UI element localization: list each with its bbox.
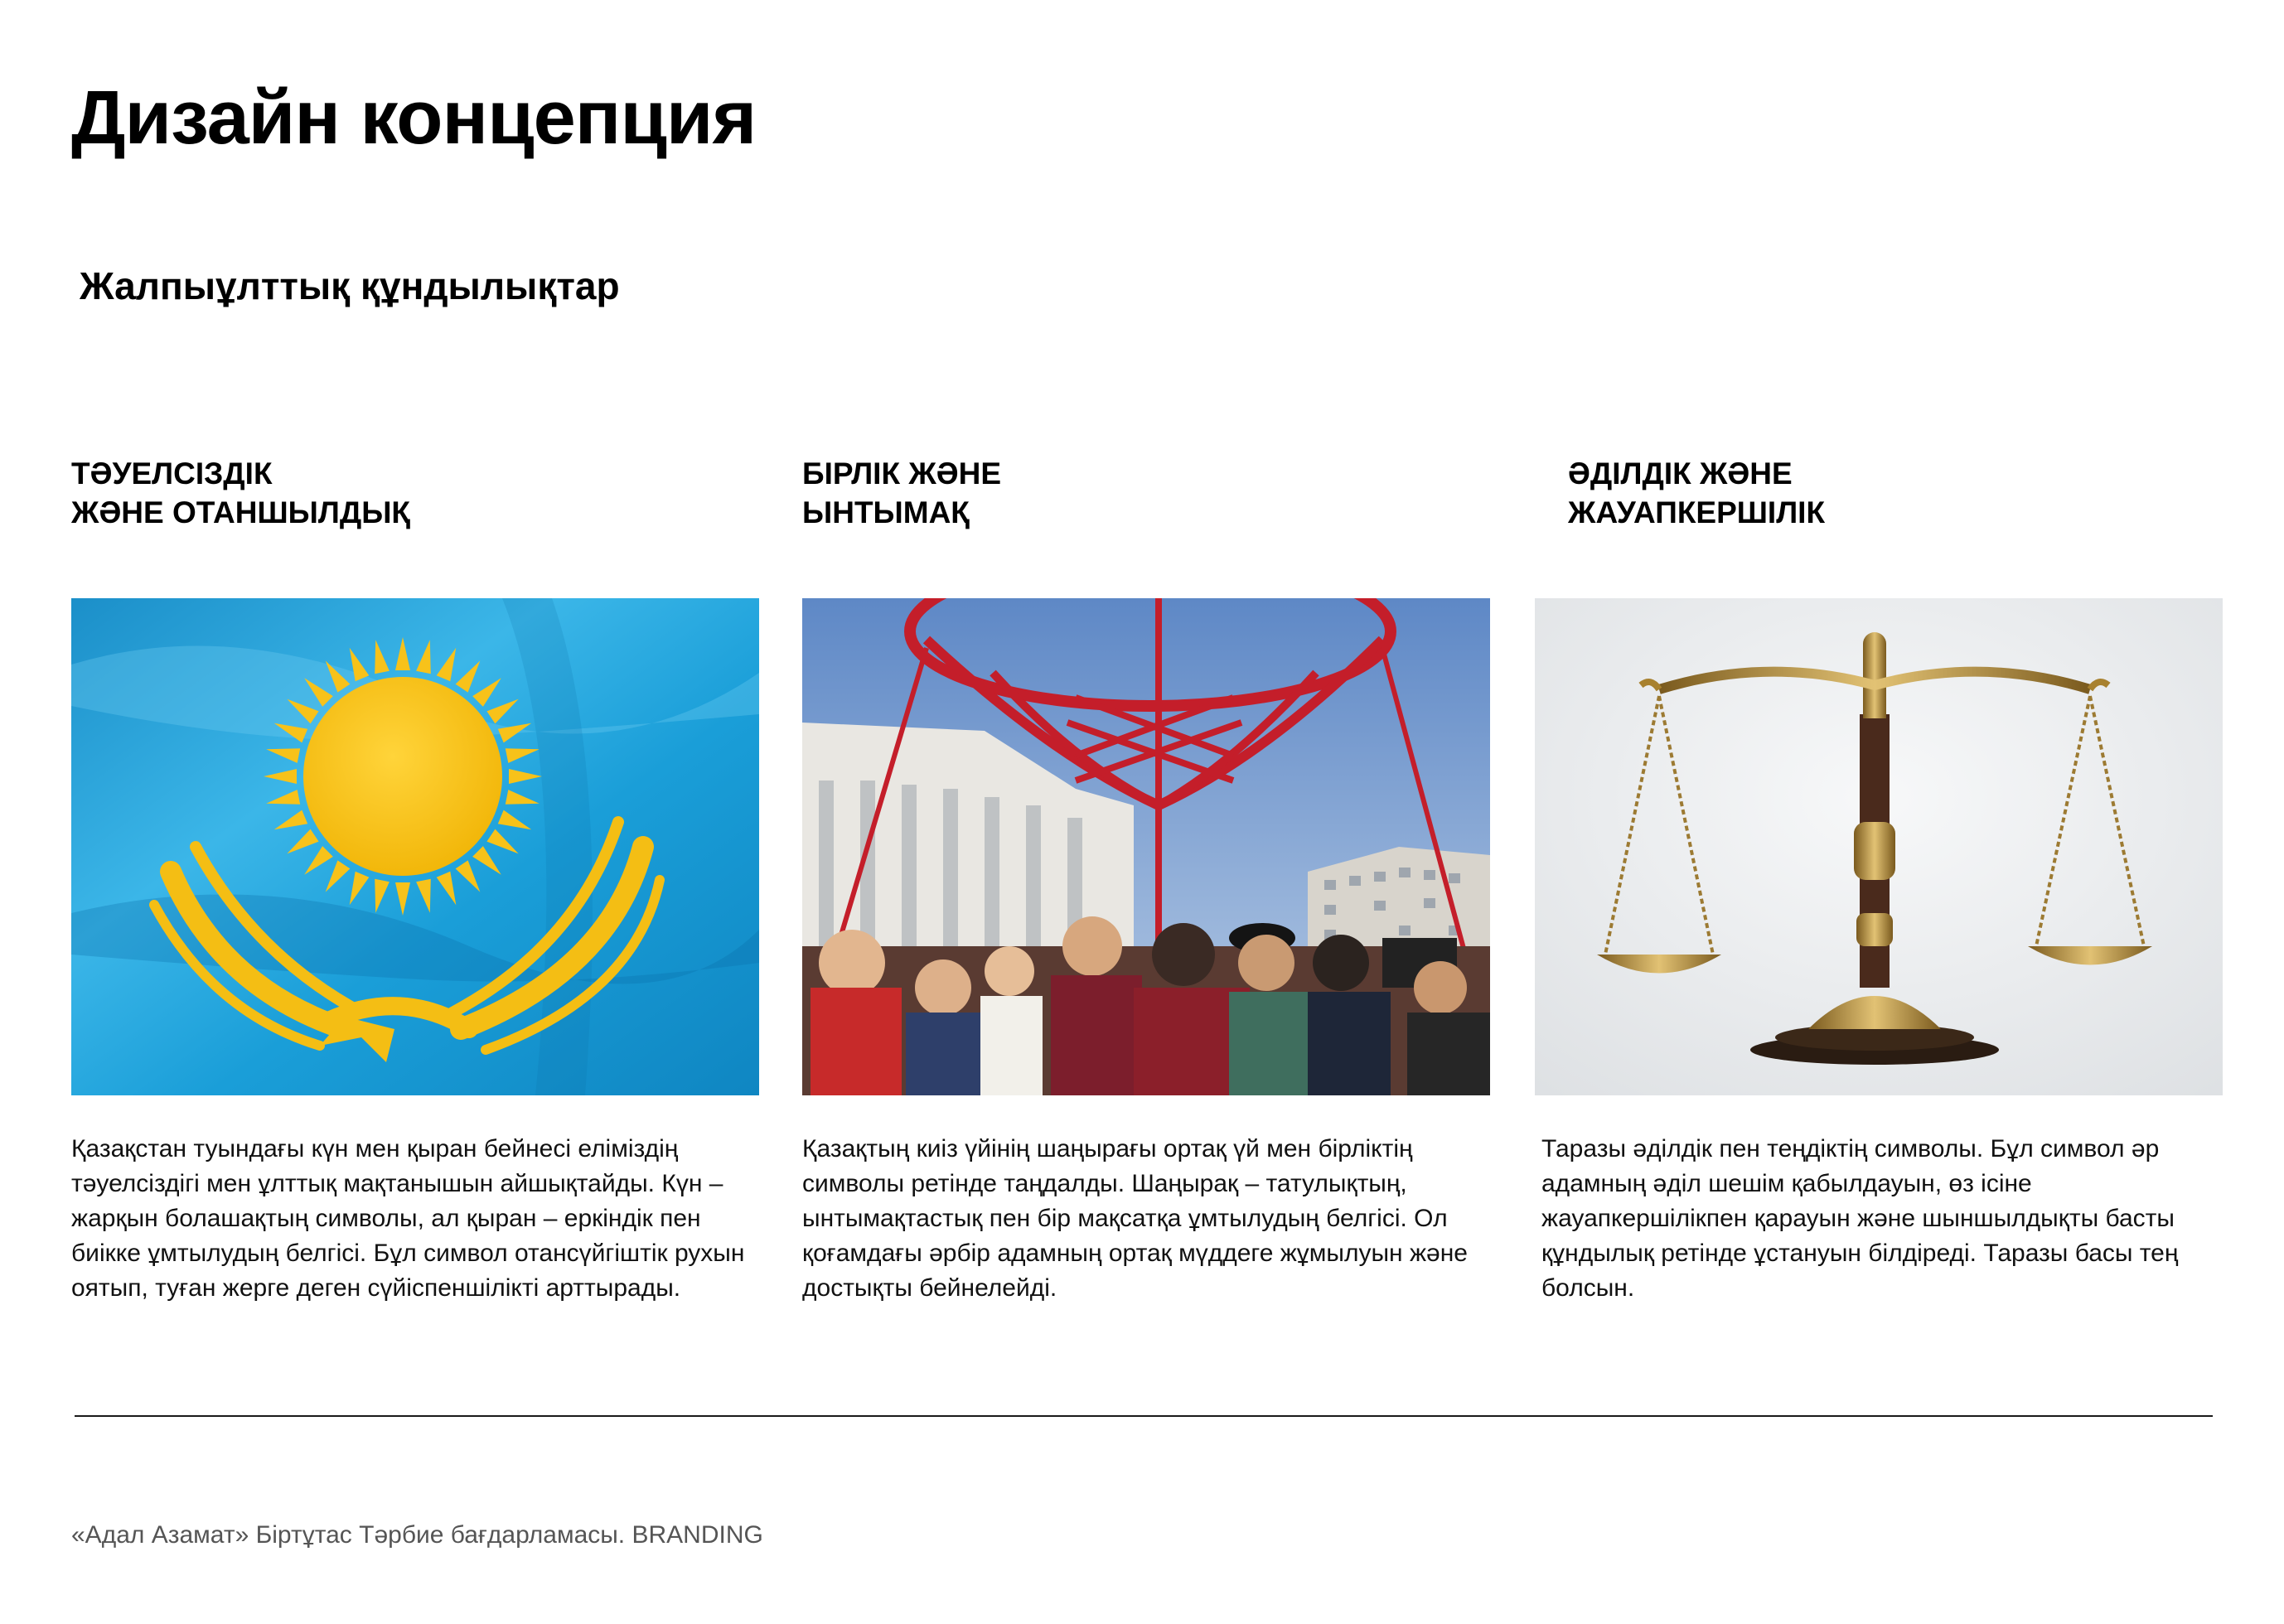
shanyrak-crowd-image: [802, 598, 1490, 1095]
kazakhstan-flag-image: [71, 598, 759, 1095]
scales-of-justice-image: [1535, 598, 2223, 1095]
value-column-independence: [71, 454, 759, 1302]
column-heading-line1: ТӘУЕЛСІЗДІК: [71, 457, 273, 491]
column-heading-line1: БІРЛІК ЖӘНЕ: [802, 457, 1002, 491]
column-description: Қазақтың киіз үйінің шаңырағы ортақ үй мен бірліктің символы ретінде таңдалды. Шаңырақ – татулықтың, ынтымақтастық пен бір мақсатқа ұмтылудың белгісі. Ол қоғамдағы әрбір адамның ортақ мүддеге жұмылуын және достықты бейнелейді.: [802, 1135, 1468, 1302]
column-heading: [802, 454, 1490, 537]
page-title: Дизайн концепция: [71, 75, 757, 160]
footer-caption: «Адал Азамат» Біртұтас Тәрбие бағдарламасы. BRANDING: [71, 1521, 763, 1549]
column-heading-line2: ЖӘНЕ ОТАНШЫЛДЫҚ: [71, 495, 411, 529]
value-column-unity: [802, 454, 1490, 1302]
section-subtitle: Жалпыұлттық құндылықтар: [80, 264, 620, 307]
column-heading-line2: ЖАУАПКЕРШІЛІК: [1568, 495, 1826, 529]
column-heading: [1568, 454, 2223, 537]
column-description: Таразы әділдік пен теңдіктің символы. Бұл символ әр адамның әділ шешім қабылдауын, өз ісіне жауапкершілікпен қарауын және шыншылдықты басты құндылық ретінде ұстануын білдіреді. Таразы басы тең болсын.: [1541, 1135, 2179, 1302]
value-column-justice: [1535, 454, 2223, 1302]
column-heading: [71, 454, 759, 537]
column-heading-line1: ӘДІЛДІК ЖӘНЕ: [1568, 457, 1793, 491]
column-heading-line2: ЫНТЫМАҚ: [802, 495, 970, 529]
footer-divider: [75, 1415, 2213, 1417]
column-description: Қазақстан туындағы күн мен қыран бейнесі еліміздің тәуелсіздігі мен ұлттық мақтанышын айшықтайды. Күн – жарқын болашақтың символы, ал қыран – еркіндік пен биікке ұмтылудың белгісі. Бұл символ отансүйгіштік рухын оятып, туған жерге деген сүйіспеншілікті арттырады.: [71, 1135, 745, 1302]
